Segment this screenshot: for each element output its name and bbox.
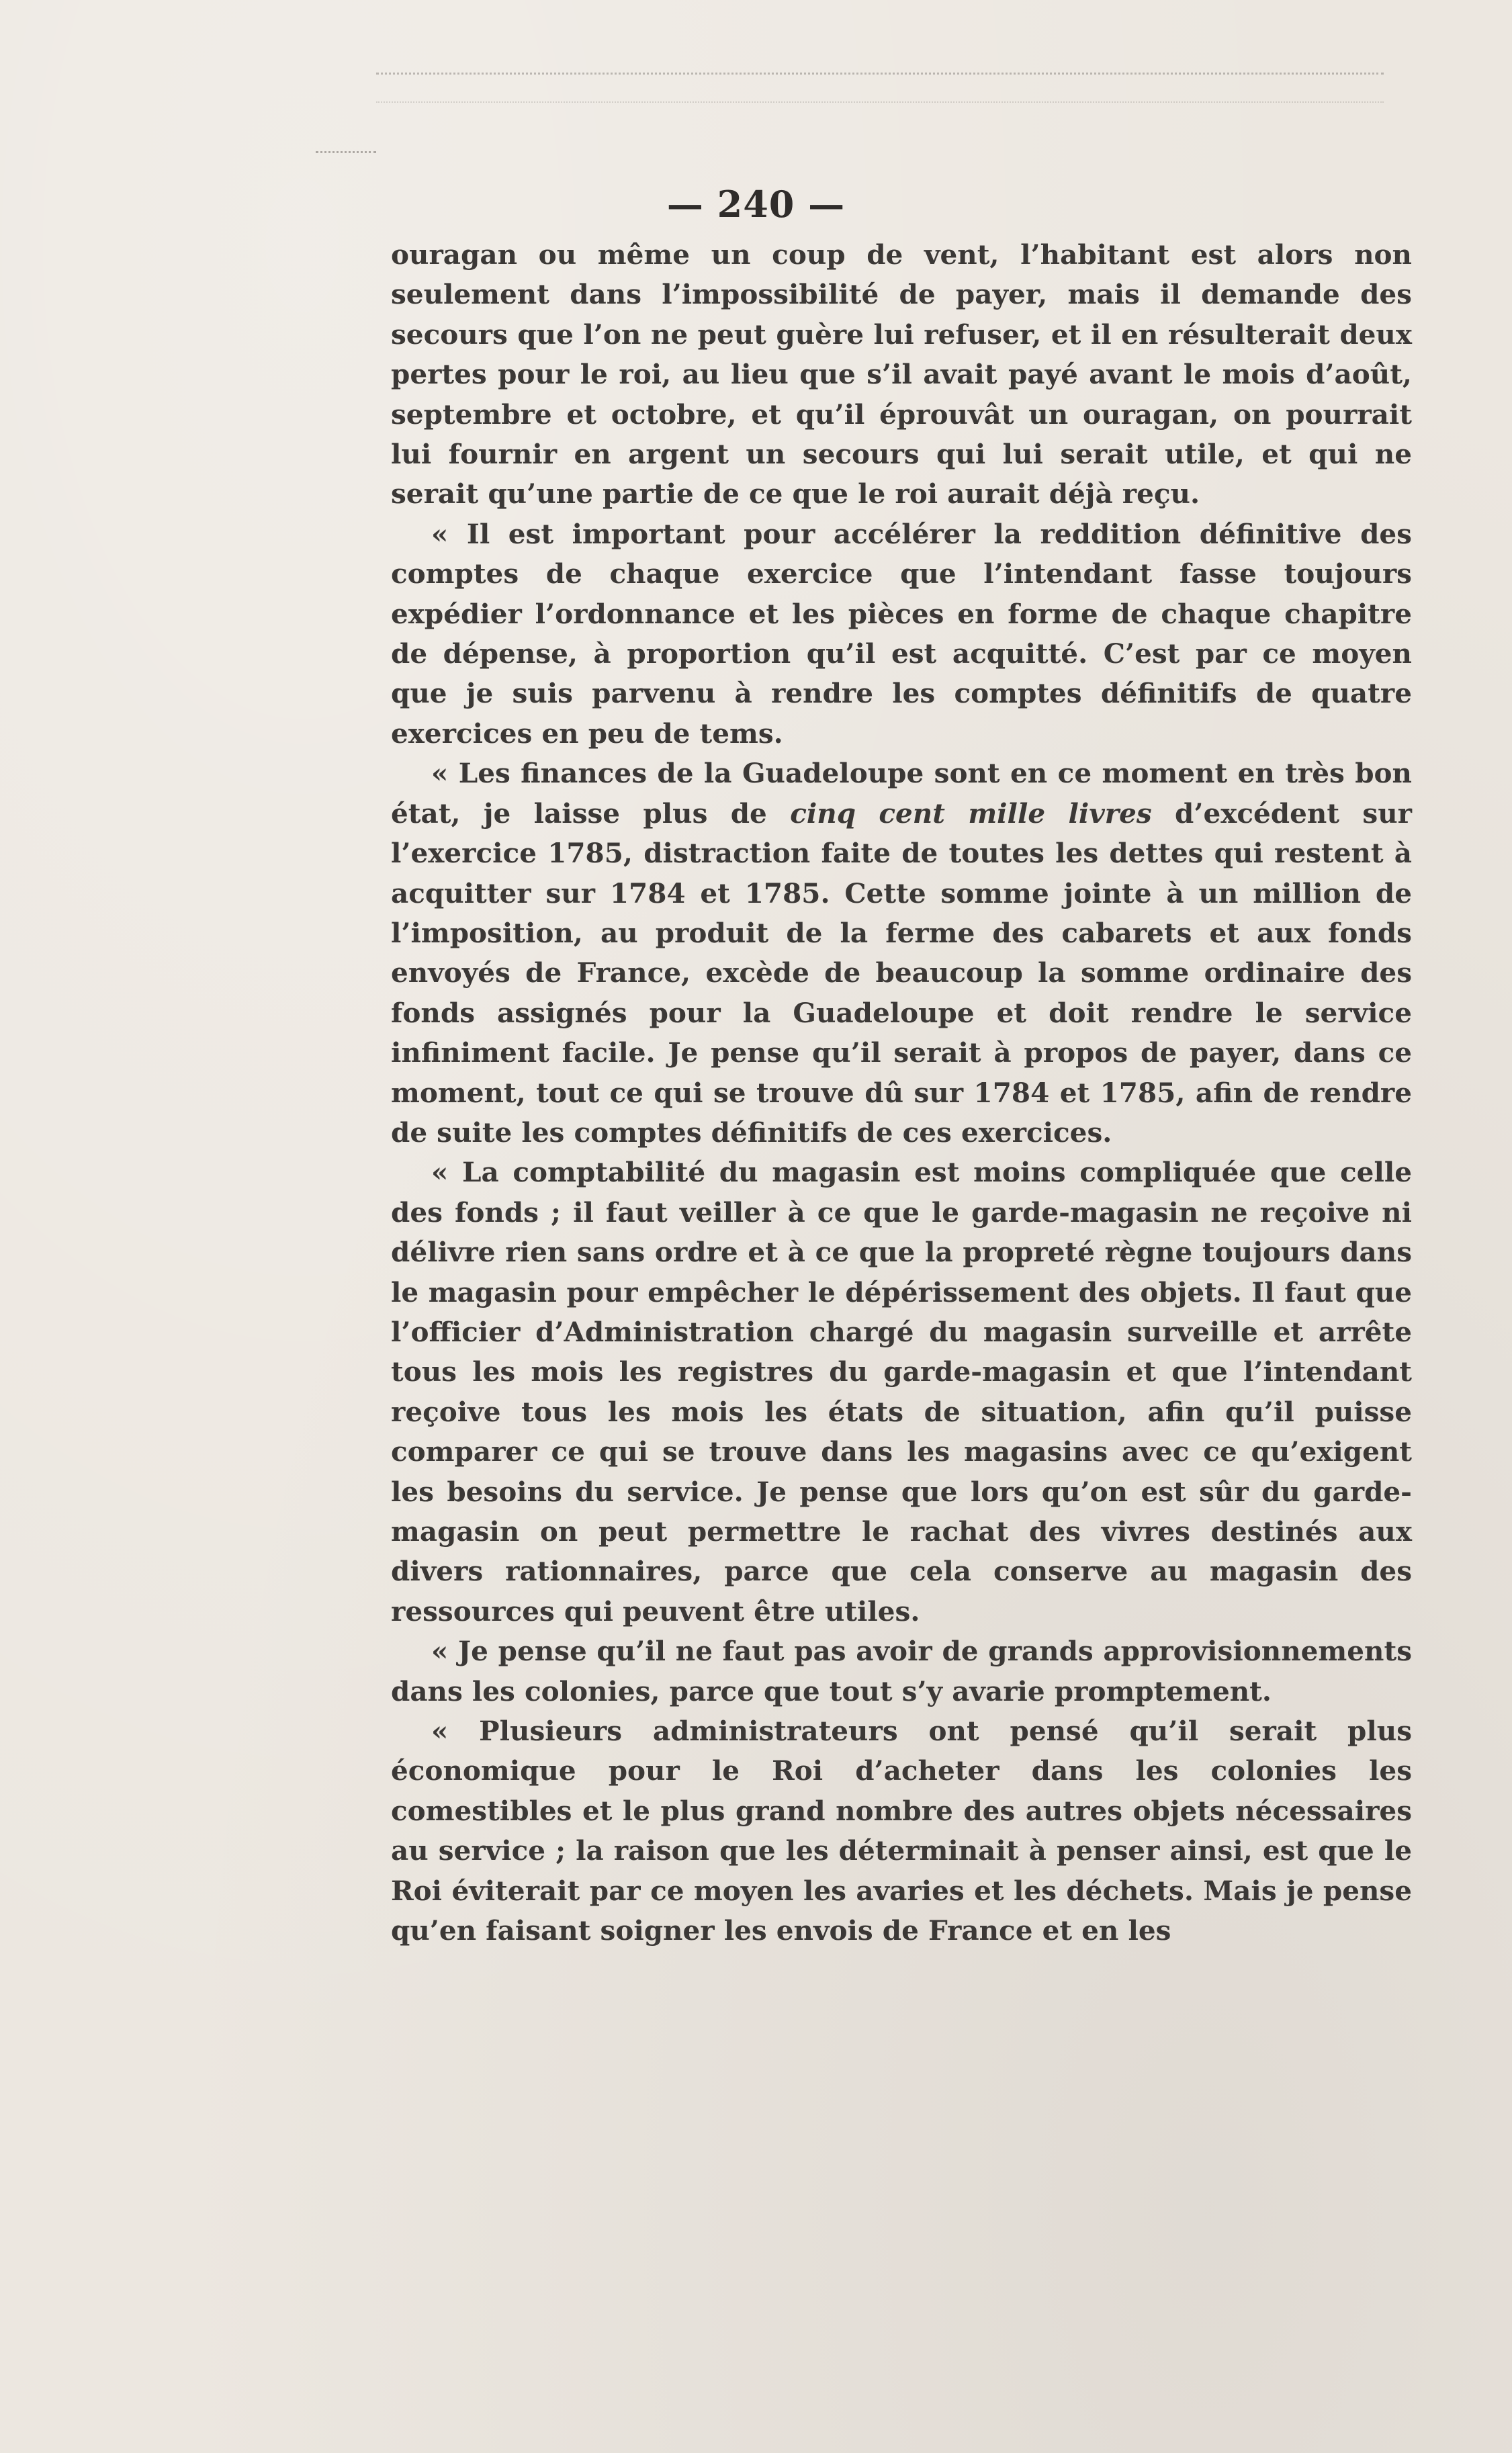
- paragraph-5: « Je pense qu’il ne faut pas avoir de grands approvisionnements dans les colonies, parce que tout s’y avarie promptement.: [391, 1635, 1412, 1707]
- paragraph-2: « Il est important pour accélérer la reddition définitive des comptes de chaque exercice que l’intendant fasse toujours expédier l’ordonnance et les pièces en forme de chaque chapitre de dépense, à proportion qu’il est acquitté. C’est par ce moyen que je suis parvenu à rendre les comptes définitifs de quatre exercices en peu de tems.: [391, 517, 1412, 750]
- body-text: [391, 235, 1412, 1951]
- paragraph-3-end: d’excédent sur l’exercice 1785, distraction faite de toutes les dettes qui restent à acquitter sur 1784 et 1785. Cette somme jointe à un million de l’imposition, au produit de la ferme des cabarets et aux fonds envoyés de France, excède de beaucoup la somme ordinaire des fonds assignés pour la Guadeloupe et doit rendre le service infiniment facile. Je pense qu’il serait à propos de payer, dans ce moment, tout ce qui se trouve dû sur 1784 et 1785, afin de rendre de suite les comptes définitifs de ces exercices.: [391, 797, 1412, 1149]
- page-number: — 240 —: [666, 183, 846, 226]
- paragraph-6: « Plusieurs administrateurs ont pensé qu’il serait plus économique pour le Roi d’acheter dans les colonies les comestibles et le plus grand nombre des autres objets nécessaires au service ; la raison que les déterminait à penser ainsi, est que le Roi éviterait par ce moyen les avaries et les déchets. Mais je pense qu’en faisant soigner les envois de France et en les: [391, 1715, 1412, 1947]
- paragraph-3: [391, 754, 1412, 1153]
- scan-artifact-mark: [316, 151, 376, 157]
- scan-artifact-top: [376, 73, 1384, 103]
- paragraph-3-italic: cinq cent mille livres: [790, 797, 1152, 830]
- paragraph-3-start: « Les finances de la Guadeloupe sont en ce moment en très bon état, je laisse plus de: [391, 757, 1412, 830]
- paragraph-1: ouragan ou même un coup de vent, l’habitant est alors non seulement dans l’impossibilité de payer, mais il demande des secours que l’on ne peut guère lui refuser, et il en résulterait deux pertes pour le roi, au lieu que s’il avait payé avant le mois d’août, septembre et octobre, et qu’il éprouvât un ouragan, on pourrait lui fournir en argent un secours qui lui serait utile, et qui ne serait qu’une partie de ce que le roi aurait déjà reçu.: [391, 238, 1412, 510]
- paragraph-4: « La comptabilité du magasin est moins compliquée que celle des fonds ; il faut veiller à ce que le garde-magasin ne reçoive ni délivre rien sans ordre et à ce que la propreté règne toujours dans le magasin pour empêcher le dépérissement des objets. Il faut que l’officier d’Administration chargé du magasin surveille et arrête tous les mois les registres du garde-magasin et que l’intendant reçoive tous les mois les états de situation, afin qu’il puisse comparer ce qui se trouve dans les magasins avec ce qu’exigent les besoins du service. Je pense que lors qu’on est sûr du garde-magasin on peut permettre le rachat des vivres destinés aux divers rationnaires, parce que cela conserve au magasin des ressources qui peuvent être utiles.: [391, 1156, 1412, 1627]
